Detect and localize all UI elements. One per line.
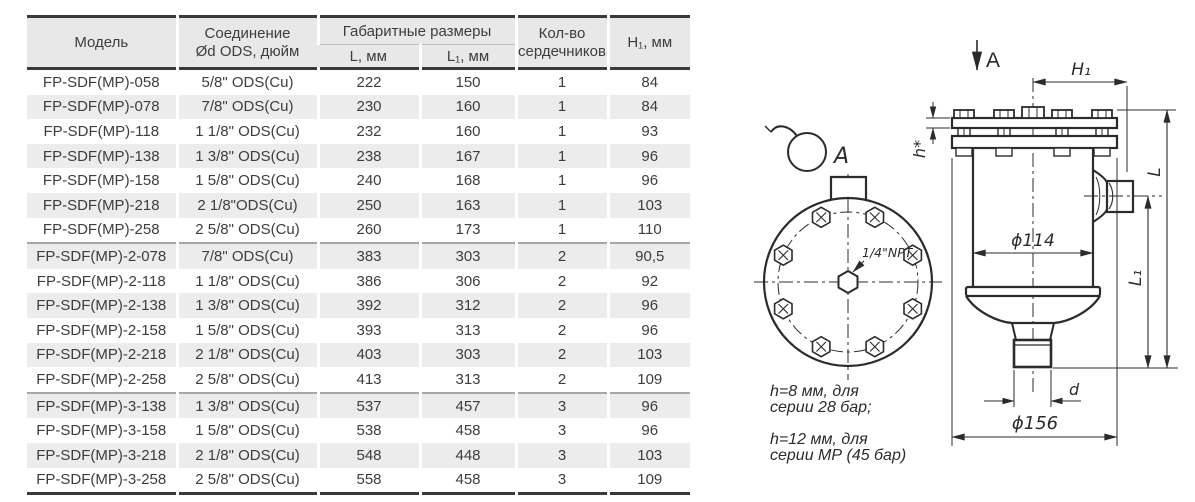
view-circle-label: A bbox=[834, 144, 850, 169]
table-row bbox=[27, 443, 690, 468]
cell-cores: 1 bbox=[516, 119, 608, 144]
cell-cores: 1 bbox=[516, 69, 608, 95]
table-row bbox=[27, 367, 690, 393]
bolt-heads bbox=[954, 107, 1112, 118]
cell-L: 393 bbox=[318, 318, 420, 343]
cell-conn: 2 1/8" ODS(Cu) bbox=[177, 343, 318, 368]
col-header-connection-line2: Ød ODS, дюйм bbox=[195, 42, 300, 60]
cell-L: 238 bbox=[318, 144, 420, 169]
cell-model: FP-SDF(MP)-2-118 bbox=[36, 272, 166, 290]
table-row bbox=[27, 343, 690, 368]
cell-L1: 168 bbox=[420, 168, 516, 193]
cell-L1: 313 bbox=[420, 367, 516, 393]
cell-cores: 1 bbox=[516, 144, 608, 169]
cell-cores: 1 bbox=[516, 95, 608, 120]
cell-cores: 1 bbox=[516, 218, 608, 244]
col-header-cores bbox=[516, 17, 608, 69]
view-arrow-label: A bbox=[986, 49, 1001, 72]
table-row bbox=[27, 418, 690, 443]
cell-H1: 103 bbox=[608, 193, 690, 218]
col-header-l1: L₁, мм bbox=[420, 45, 516, 69]
cell-conn: 1 3/8" ODS(Cu) bbox=[177, 293, 318, 318]
cell-conn: 2 5/8" ODS(Cu) bbox=[177, 367, 318, 393]
table-row bbox=[27, 218, 690, 244]
cell-H1: 110 bbox=[608, 218, 690, 244]
col-header-h1-label: H₁, мм bbox=[627, 34, 673, 51]
cell-L: 386 bbox=[318, 269, 420, 294]
height-notes bbox=[770, 383, 906, 464]
cell-conn: 1 5/8" ODS(Cu) bbox=[177, 168, 318, 193]
cell-model: FP-SDF(MP)-3-218 bbox=[36, 446, 167, 464]
dim-dia156-label: ϕ156 bbox=[1011, 413, 1059, 434]
cell-L1: 458 bbox=[420, 468, 516, 494]
cell-L: 260 bbox=[318, 218, 420, 244]
cell-L: 403 bbox=[318, 343, 420, 368]
cell-L: 230 bbox=[318, 95, 420, 120]
cell-L1: 163 bbox=[420, 193, 516, 218]
cell-cores: 1 bbox=[516, 168, 608, 193]
cell-H1: 103 bbox=[608, 343, 690, 368]
bottom-port bbox=[1014, 340, 1051, 367]
cell-model: FP-SDF(MP)-078 bbox=[42, 98, 160, 116]
table-row bbox=[27, 293, 690, 318]
cell-model: FP-SDF(MP)-2-158 bbox=[36, 321, 167, 339]
table-row bbox=[27, 193, 690, 218]
table-row bbox=[27, 468, 690, 494]
cell-L1: 303 bbox=[420, 343, 516, 368]
cell-L1: 306 bbox=[420, 269, 516, 294]
cell-cores: 3 bbox=[516, 393, 608, 419]
cell-cores: 2 bbox=[516, 318, 608, 343]
cell-cores: 2 bbox=[516, 343, 608, 368]
note2-line1: h=12 мм, для bbox=[770, 431, 868, 448]
cell-conn: 2 5/8" ODS(Cu) bbox=[177, 218, 318, 244]
cell-model: FP-SDF(MP)-218 bbox=[42, 196, 160, 214]
cell-model: FP-SDF(MP)-3-138 bbox=[27, 393, 177, 419]
cell-L: 250 bbox=[318, 193, 420, 218]
cell-conn: 2 5/8" ODS(Cu) bbox=[177, 468, 318, 494]
cell-L: 392 bbox=[318, 293, 420, 318]
cell-L: 548 bbox=[318, 443, 420, 468]
cell-cores: 2 bbox=[516, 367, 608, 393]
cell-conn: 2 1/8" ODS(Cu) bbox=[177, 443, 318, 468]
cell-conn: 1 1/8" ODS(Cu) bbox=[177, 119, 318, 144]
cell-conn: 1 5/8" ODS(Cu) bbox=[177, 318, 318, 343]
cell-H1: 96 bbox=[608, 144, 690, 169]
cell-L1: 448 bbox=[420, 443, 516, 468]
note1-line1: h=8 мм, для bbox=[770, 383, 859, 400]
cell-conn: 1 3/8" ODS(Cu) bbox=[177, 144, 318, 169]
cell-L: 413 bbox=[318, 367, 420, 393]
col-header-cores-line2: сердечников bbox=[518, 42, 606, 60]
cell-H1: 93 bbox=[608, 119, 690, 144]
cell-cores: 1 bbox=[516, 193, 608, 218]
cell-model: FP-SDF(MP)-2-258 bbox=[36, 370, 167, 388]
cell-L1: 167 bbox=[420, 144, 516, 169]
cell-cores: 2 bbox=[516, 293, 608, 318]
npt-leader-line bbox=[853, 261, 864, 272]
table-row bbox=[27, 318, 690, 343]
cell-L1: 458 bbox=[420, 418, 516, 443]
cell-L1: 160 bbox=[420, 95, 516, 120]
cell-model: FP-SDF(MP)-158 bbox=[42, 172, 160, 190]
table-row bbox=[27, 269, 690, 294]
cell-L1: 160 bbox=[420, 119, 516, 144]
cell-cores: 3 bbox=[516, 468, 608, 494]
cell-conn: 5/8" ODS(Cu) bbox=[177, 69, 318, 95]
table-header bbox=[27, 17, 690, 69]
cell-L: 558 bbox=[318, 468, 420, 494]
cell-model: FP-SDF(MP)-138 bbox=[42, 147, 160, 165]
col-header-connection-line1: Соединение bbox=[204, 24, 291, 42]
cell-conn: 2 1/8"ODS(Cu) bbox=[177, 193, 318, 218]
col-header-cores-line1: Кол-во bbox=[538, 24, 586, 42]
table-row bbox=[27, 144, 690, 169]
cell-L: 537 bbox=[318, 393, 420, 419]
cell-L: 383 bbox=[318, 243, 420, 269]
cell-H1: 109 bbox=[608, 468, 690, 494]
cell-conn: 1 5/8" ODS(Cu) bbox=[177, 418, 318, 443]
cell-cores: 3 bbox=[516, 443, 608, 468]
cell-cores: 2 bbox=[516, 269, 608, 294]
cell-model: FP-SDF(MP)-2-218 bbox=[36, 346, 167, 364]
dim-d-label: d bbox=[1069, 380, 1080, 399]
side-port bbox=[1084, 170, 1162, 222]
cell-H1: 96 bbox=[608, 293, 690, 318]
table-row bbox=[27, 69, 690, 95]
view-direction-symbol bbox=[765, 126, 826, 171]
col-header-dimensions-group bbox=[318, 17, 516, 45]
cell-L1: 303 bbox=[420, 243, 516, 269]
col-header-connection bbox=[177, 17, 318, 69]
dim-l-label: L bbox=[1145, 167, 1165, 177]
cell-H1: 90,5 bbox=[608, 243, 690, 269]
technical-drawing bbox=[700, 0, 1195, 502]
cell-L1: 150 bbox=[420, 69, 516, 95]
cell-conn: 7/8" ODS(Cu) bbox=[177, 95, 318, 120]
col-header-model bbox=[27, 17, 177, 69]
cell-H1: 96 bbox=[608, 168, 690, 193]
dim-h-star-label: h* bbox=[910, 139, 929, 159]
note2-line2: серии МР (45 бар) bbox=[770, 447, 907, 464]
cell-conn: 1 3/8" ODS(Cu) bbox=[177, 393, 318, 419]
cell-H1: 109 bbox=[608, 367, 690, 393]
top-port bbox=[831, 177, 866, 199]
cell-L1: 173 bbox=[420, 218, 516, 244]
cell-L: 232 bbox=[318, 119, 420, 144]
col-header-l: L, мм bbox=[318, 45, 420, 69]
col-header-dimensions-label: Габаритные размеры bbox=[342, 22, 492, 40]
cell-H1: 96 bbox=[608, 393, 690, 419]
table-row bbox=[27, 243, 690, 269]
cell-H1: 96 bbox=[608, 318, 690, 343]
note1-line2: серии 28 бар; bbox=[770, 399, 872, 416]
filter-drier-spec-table bbox=[27, 15, 690, 495]
cell-model: FP-SDF(MP)-258 bbox=[42, 221, 160, 239]
cell-cores: 2 bbox=[516, 243, 608, 269]
cell-model: FP-SDF(MP)-3-158 bbox=[36, 422, 167, 440]
col-header-model-label: Модель bbox=[74, 34, 129, 51]
table-row bbox=[27, 393, 690, 419]
cell-L: 222 bbox=[318, 69, 420, 95]
cell-H1: 103 bbox=[608, 443, 690, 468]
cell-model: FP-SDF(MP)-2-078 bbox=[27, 243, 177, 269]
cell-conn: 1 1/8" ODS(Cu) bbox=[177, 269, 318, 294]
dim-l1-label: L₁ bbox=[1126, 269, 1146, 287]
cell-model: FP-SDF(MP)-118 bbox=[43, 122, 160, 140]
col-header-h1 bbox=[608, 17, 690, 69]
cell-L: 538 bbox=[318, 418, 420, 443]
cell-H1: 84 bbox=[608, 95, 690, 120]
cell-H1: 96 bbox=[608, 418, 690, 443]
dim-dia114-label: ϕ114 bbox=[1011, 231, 1055, 251]
cell-L1: 313 bbox=[420, 318, 516, 343]
cell-model: FP-SDF(MP)-058 bbox=[42, 73, 160, 91]
cell-cores: 3 bbox=[516, 418, 608, 443]
cell-model: FP-SDF(MP)-3-258 bbox=[36, 471, 167, 489]
cell-H1: 84 bbox=[608, 69, 690, 95]
dim-h1-label: H₁ bbox=[1071, 60, 1091, 80]
spec-table-body bbox=[27, 69, 690, 494]
npt-label: 1/4"NPT bbox=[862, 245, 913, 260]
cell-H1: 92 bbox=[608, 269, 690, 294]
table-row bbox=[27, 119, 690, 144]
table-row bbox=[27, 95, 690, 120]
cell-L1: 457 bbox=[420, 393, 516, 419]
cell-L1: 312 bbox=[420, 293, 516, 318]
table-row bbox=[27, 168, 690, 193]
cell-conn: 7/8" ODS(Cu) bbox=[177, 243, 318, 269]
cell-model: FP-SDF(MP)-2-138 bbox=[36, 297, 167, 315]
npt-port-hex bbox=[839, 271, 858, 293]
cell-L: 240 bbox=[318, 168, 420, 193]
